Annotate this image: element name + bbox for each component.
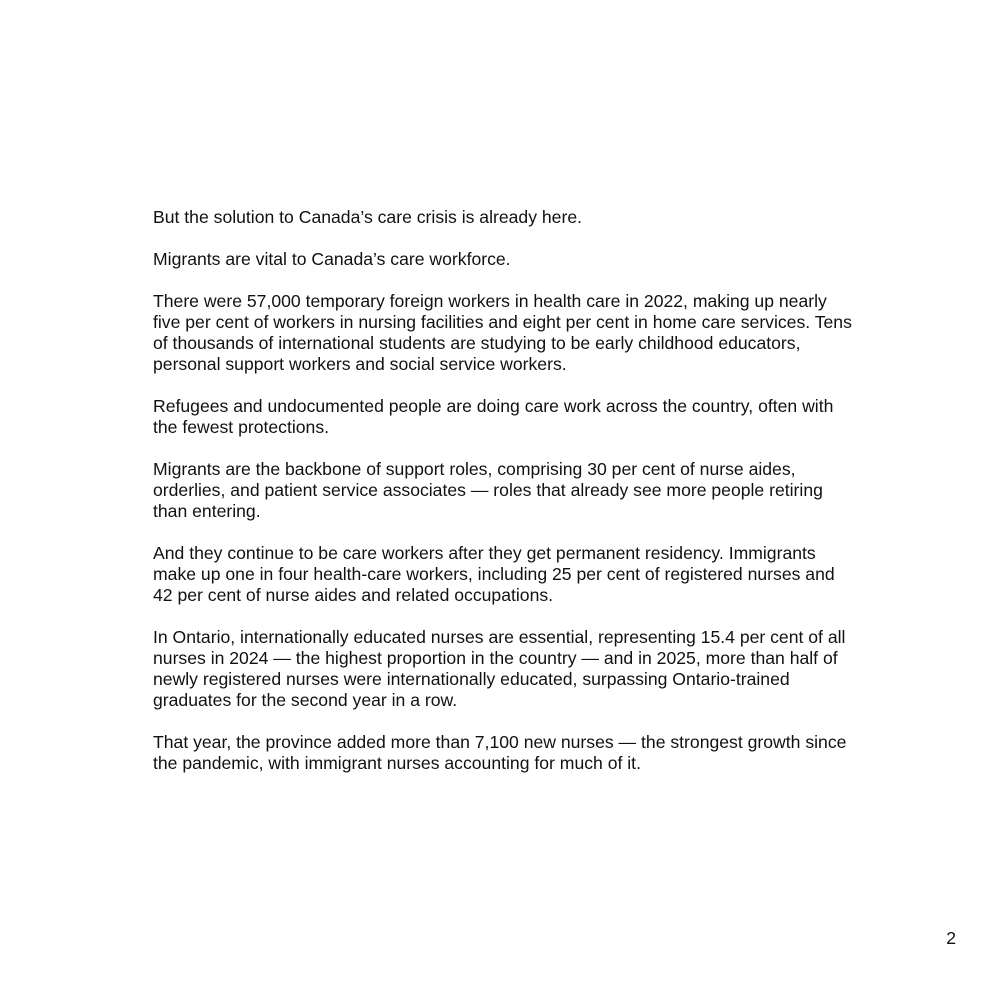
paragraph-6: And they continue to be care workers after they get permanent residency. Immigrants make up one in four health-care workers, including 25 per cent of registered nurses and 42 per cent of nurse aides and related occupations. xyxy=(153,543,835,605)
paragraph-3: There were 57,000 temporary foreign workers in health care in 2022, making up nearly five per cent of workers in nursing facilities and eight per cent in home care services. Tens of thousands of international students are studying to be early childhood educators, personal support workers and social service workers. xyxy=(153,291,852,374)
paragraph-7: In Ontario, internationally educated nurses are essential, representing 15.4 per cent of all nurses in 2024 — the highest proportion in the country — and in 2025, more than half of newly registered nurses were internationally educated, surpassing Ontario-trained graduates for the second year in a row. xyxy=(153,627,846,710)
page-number: 2 xyxy=(946,928,956,948)
paragraph-4: Refugees and undocumented people are doing care work across the country, often with the fewest protections. xyxy=(153,396,834,437)
paragraph-2: Migrants are vital to Canada’s care workforce. xyxy=(153,249,511,269)
body-text xyxy=(153,207,853,795)
paragraph-1: But the solution to Canada’s care crisis is already here. xyxy=(153,207,582,227)
paragraph-5: Migrants are the backbone of support roles, comprising 30 per cent of nurse aides, orderlies, and patient service associates — roles that already see more people retiring than entering. xyxy=(153,459,823,521)
paragraph-8: That year, the province added more than 7,100 new nurses — the strongest growth since the pandemic, with immigrant nurses accounting for much of it. xyxy=(153,732,847,773)
